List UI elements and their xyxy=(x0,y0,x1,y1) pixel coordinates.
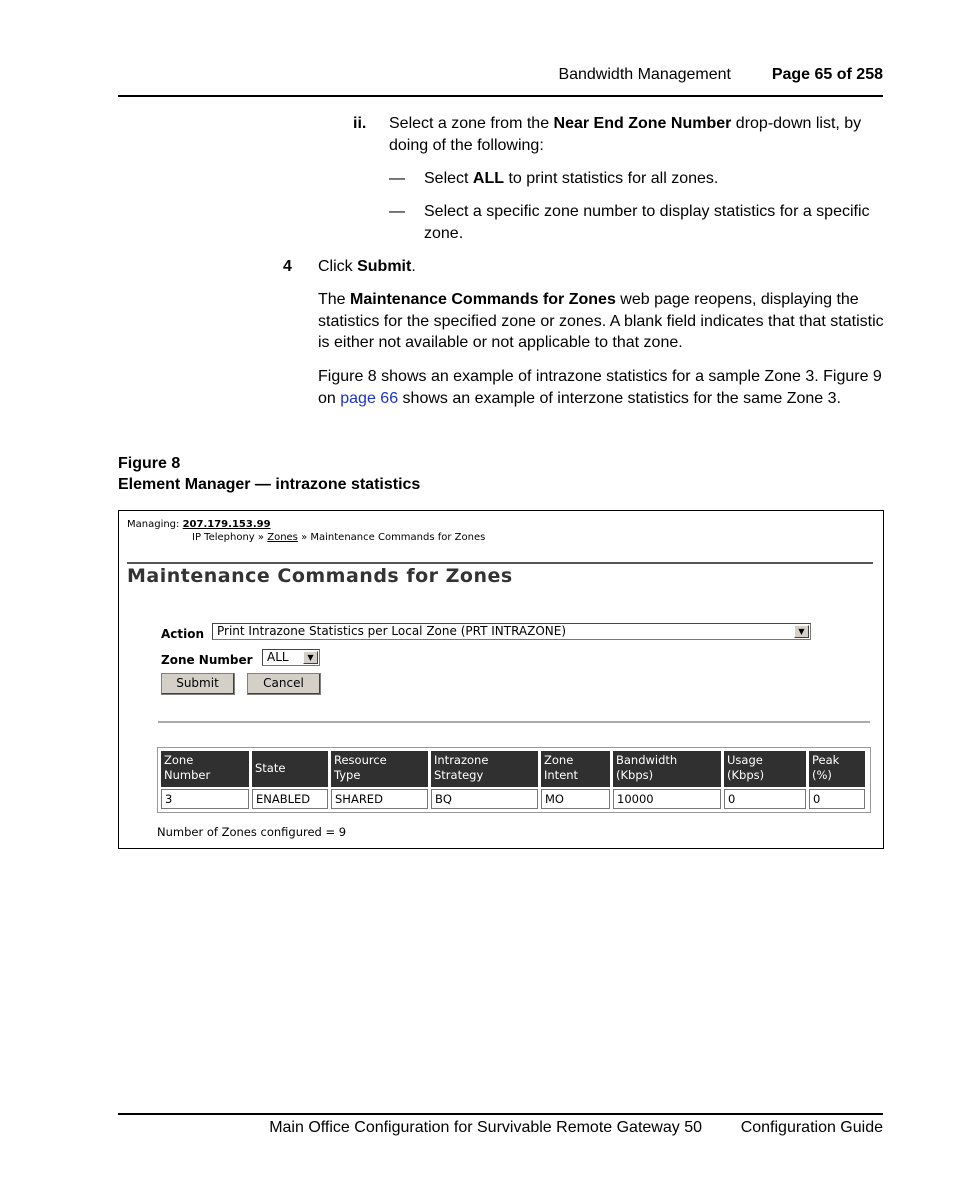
th-state: State xyxy=(252,751,328,787)
zones-configured-count: Number of Zones configured = 9 xyxy=(157,825,347,839)
cell-state: ENABLED xyxy=(252,789,328,809)
cell-resource-type: SHARED xyxy=(331,789,428,809)
th-resource-type: Resource Type xyxy=(331,751,428,787)
paragraph-reopens: The Maintenance Commands for Zones web page reopens, displaying the statistics for the specified zone or zones. A blank field indicates that that statistic is either not available or not applicable to that zone. xyxy=(318,291,884,351)
th-zone-number: Zone Number xyxy=(161,751,249,787)
managing-ip-link[interactable]: 207.179.153.99 xyxy=(182,519,271,530)
submit-button[interactable]: Submit xyxy=(161,673,235,695)
footer-doc-type: Configuration Guide xyxy=(740,1119,883,1136)
figure-screenshot xyxy=(118,510,884,849)
cell-bandwidth: 10000 xyxy=(613,789,721,809)
zone-stats-table xyxy=(157,747,871,813)
cell-peak: 0 xyxy=(809,789,865,809)
footer-doc-title: Main Office Configuration for Survivable Remote Gateway 50 xyxy=(269,1119,702,1136)
page-number: Page 65 of 258 xyxy=(771,66,883,83)
chevron-down-icon[interactable]: ▼ xyxy=(794,625,809,638)
dash-bullet: — xyxy=(389,170,405,187)
zone-number-select[interactable]: ALL ▼ xyxy=(262,649,320,666)
cell-zone-number: 3 xyxy=(161,789,249,809)
th-zone-intent: Zone Intent xyxy=(541,751,610,787)
step-4-text: Click Submit. xyxy=(318,258,416,275)
figure-caption: Element Manager — intrazone statistics xyxy=(118,476,421,493)
title-rule xyxy=(127,562,873,564)
chevron-down-icon[interactable]: ▼ xyxy=(303,651,318,664)
th-bandwidth: Bandwidth (Kbps) xyxy=(613,751,721,787)
paragraph-figure-refs: Figure 8 shows an example of intrazone statistics for a sample Zone 3. Figure 9 on page 66 shows an example of interzone statistics for the same Zone 3. xyxy=(318,368,882,407)
step-4-number: 4 xyxy=(283,258,292,275)
th-peak: Peak (%) xyxy=(809,751,865,787)
dash-item-specific: Select a specific zone number to display statistics for a specific zone. xyxy=(424,203,870,242)
page-title: Maintenance Commands for Zones xyxy=(127,565,513,587)
breadcrumb: IP Telephony » Zones » Maintenance Commands for Zones xyxy=(192,532,486,543)
footer-rule xyxy=(118,1113,883,1115)
dash-item-all: Select ALL to print statistics for all zones. xyxy=(424,170,719,187)
cell-intrazone-strategy: BQ xyxy=(431,789,538,809)
cancel-button[interactable]: Cancel xyxy=(247,673,321,695)
section-divider xyxy=(158,721,870,723)
action-select[interactable]: Print Intrazone Statistics per Local Zone (PRT INTRAZONE) ▼ xyxy=(212,623,811,640)
th-intrazone-strategy: Intrazone Strategy xyxy=(431,751,538,787)
header-rule xyxy=(118,95,883,97)
figure-number: Figure 8 xyxy=(118,455,181,472)
step-ii-label: ii. xyxy=(353,115,367,132)
step-ii-text: Select a zone from the Near End Zone Number drop-down list, by doing of the following: xyxy=(389,115,862,154)
th-usage: Usage (Kbps) xyxy=(724,751,806,787)
dash-bullet: — xyxy=(389,203,405,220)
cell-usage: 0 xyxy=(724,789,806,809)
cell-zone-intent: MO xyxy=(541,789,610,809)
managing-line: Managing: 207.179.153.99 xyxy=(127,519,271,530)
page-66-link[interactable]: page 66 xyxy=(340,389,399,407)
zone-number-label: Zone Number xyxy=(161,653,253,667)
breadcrumb-zones-link[interactable]: Zones xyxy=(267,532,298,543)
running-header-section: Bandwidth Management xyxy=(558,66,731,83)
action-label: Action xyxy=(161,627,205,641)
